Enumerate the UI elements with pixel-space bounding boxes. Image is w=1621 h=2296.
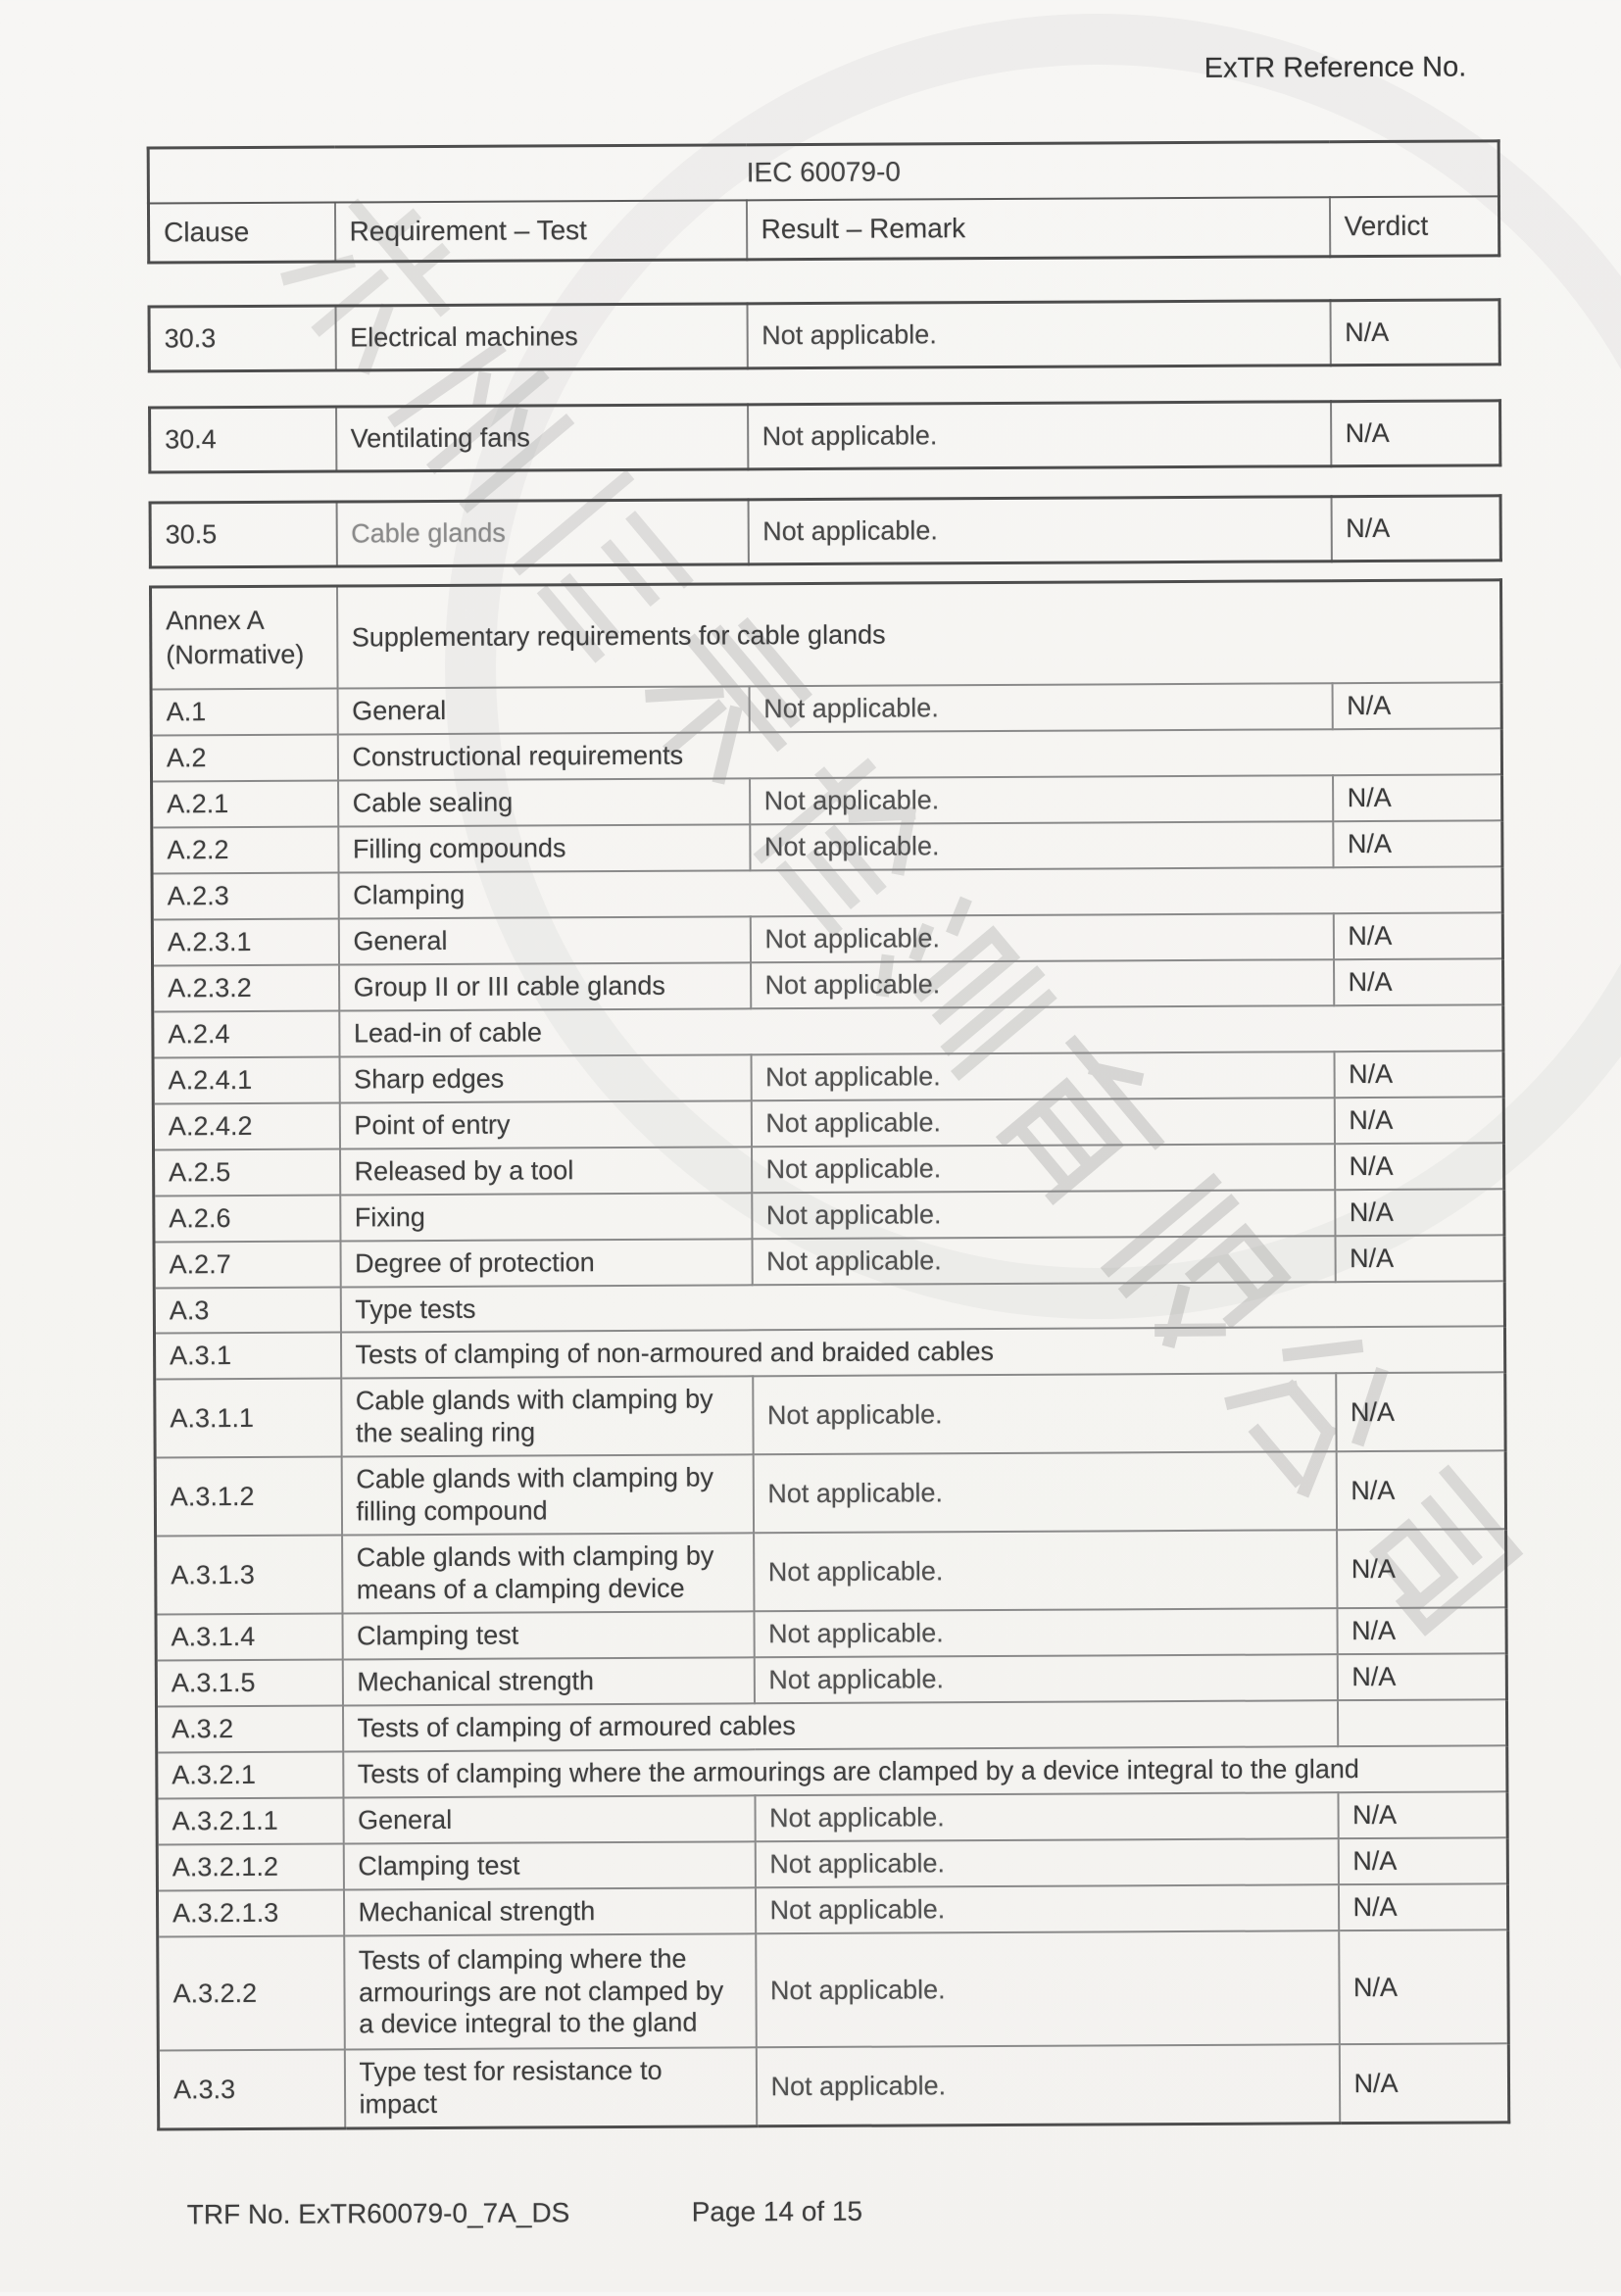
clause-cell: A.2.1 xyxy=(152,781,338,828)
requirement-cell: Tests of clamping of armoured cables xyxy=(342,1700,1337,1751)
verdict-cell: N/A xyxy=(1333,912,1502,959)
requirement-cell: Cable sealing xyxy=(338,779,750,827)
table-row xyxy=(153,1050,1503,1103)
table-row xyxy=(150,401,1500,472)
table-row xyxy=(153,1004,1503,1057)
clause-cell: A.2.6 xyxy=(154,1195,340,1242)
column-header-clause: Clause xyxy=(148,203,334,264)
result-cell: Not applicable. xyxy=(752,1236,1335,1285)
tables-column xyxy=(146,0,1508,2249)
verdict-cell: N/A xyxy=(1331,496,1500,562)
table-row xyxy=(157,1837,1507,1890)
table-row xyxy=(152,820,1502,873)
requirement-cell: Sharp edges xyxy=(339,1054,751,1102)
result-cell: Not applicable. xyxy=(752,1144,1335,1193)
clause-cell: 30.5 xyxy=(150,502,336,567)
result-cell: Not applicable. xyxy=(754,1530,1337,1611)
requirement-cell: Cable glands xyxy=(336,500,748,566)
table-row xyxy=(154,1189,1504,1242)
clause-cell: A.2.7 xyxy=(154,1241,340,1288)
table-row xyxy=(154,1143,1504,1196)
clause-cell: A.3.1.2 xyxy=(155,1457,341,1537)
clause-cell: A.3.1.4 xyxy=(156,1614,342,1661)
requirement-cell: General xyxy=(338,916,750,964)
verdict-cell: N/A xyxy=(1338,1883,1507,1930)
page-number: Page 14 of 15 xyxy=(691,2195,863,2227)
requirement-cell: Clamping test xyxy=(343,1841,755,1889)
column-header-result: Result – Remark xyxy=(746,197,1329,260)
table-row xyxy=(156,1653,1506,1706)
clause-cell: A.3.2.2 xyxy=(158,1935,345,2051)
table-row xyxy=(154,1235,1504,1288)
clause-cell: A.2.4.2 xyxy=(153,1102,339,1149)
result-cell: Not applicable. xyxy=(751,1051,1334,1100)
result-cell: Not applicable. xyxy=(750,775,1333,824)
requirement-cell: Tests of clamping where the armourings are not clamped by a device integral to the gland xyxy=(344,1933,757,2050)
clause-cell: A.1 xyxy=(151,689,337,736)
verdict-cell: N/A xyxy=(1334,1050,1503,1098)
table-row xyxy=(157,1745,1507,1798)
table-row xyxy=(150,496,1500,567)
table-header-row xyxy=(148,196,1498,263)
clause-cell: A.3.1.3 xyxy=(156,1536,342,1615)
verdict-cell: N/A xyxy=(1339,2044,1508,2124)
table-row xyxy=(149,300,1499,371)
requirement-cell: Cable glands with clamping by the sealing ring xyxy=(341,1377,753,1457)
verdict-cell xyxy=(1337,1699,1506,1746)
requirement-cell: Point of entry xyxy=(339,1100,751,1148)
table-row xyxy=(151,729,1501,782)
requirement-cell: Clamping xyxy=(338,866,1502,918)
clause-cell: 30.4 xyxy=(150,407,336,472)
column-header-verdict: Verdict xyxy=(1329,196,1498,257)
result-cell: Not applicable. xyxy=(749,684,1332,733)
requirement-cell: Ventilating fans xyxy=(336,405,748,471)
verdict-cell: N/A xyxy=(1330,300,1499,366)
clause-cell: Annex A (Normative) xyxy=(151,586,338,690)
clause-cell: A.3.2.1.3 xyxy=(157,1889,343,1936)
requirement-cell: Type test for resistance to impact xyxy=(344,2048,756,2129)
requirement-cell: Cable glands with clamping by filling compound xyxy=(341,1455,753,1536)
table-row xyxy=(156,1699,1506,1752)
verdict-cell: N/A xyxy=(1337,1529,1506,1608)
requirement-cell: Supplementary requirements for cable glands xyxy=(337,580,1502,689)
clause-cell: A.3.2 xyxy=(156,1705,342,1752)
result-cell: Not applicable. xyxy=(754,1608,1337,1657)
result-cell: Not applicable. xyxy=(753,1374,1336,1455)
iec-standard-header-table xyxy=(147,139,1501,265)
annex-a-table xyxy=(149,578,1510,2130)
clause-cell: A.2.3.1 xyxy=(152,919,338,966)
verdict-cell: N/A xyxy=(1337,1653,1506,1700)
requirement-cell: Degree of protection xyxy=(340,1239,752,1287)
verdict-cell: N/A xyxy=(1332,683,1501,730)
result-cell: Not applicable. xyxy=(751,959,1334,1008)
requirement-cell: Fixing xyxy=(340,1193,752,1241)
requirement-cell: General xyxy=(337,687,749,735)
table-row xyxy=(152,866,1502,919)
requirement-cell: Tests of clamping of non-armoured and braided cables xyxy=(340,1327,1504,1379)
extr-reference-label: ExTR Reference No. xyxy=(1203,51,1467,84)
verdict-cell: N/A xyxy=(1338,1791,1507,1838)
verdict-cell: N/A xyxy=(1331,401,1500,466)
table-row xyxy=(148,141,1498,204)
result-cell: Not applicable. xyxy=(754,1654,1337,1703)
requirement-cell: Mechanical strength xyxy=(343,1887,755,1935)
verdict-cell: N/A xyxy=(1333,820,1502,867)
trf-number: TRF No. ExTR60079-0_7A_DS xyxy=(186,2197,570,2230)
clause-cell: 30.3 xyxy=(149,306,335,371)
result-cell: Not applicable. xyxy=(756,1930,1340,2048)
result-cell: Not applicable. xyxy=(748,402,1331,469)
requirement-cell: Constructional requirements xyxy=(337,729,1501,781)
clause-cell: A.2.3.2 xyxy=(153,964,339,1011)
clause-cell: A.3.2.1 xyxy=(157,1751,343,1798)
table-row xyxy=(158,2044,1508,2130)
result-cell: Not applicable. xyxy=(755,1792,1338,1841)
result-cell: Not applicable. xyxy=(752,1190,1335,1239)
table-row xyxy=(151,580,1502,690)
clause-cell: A.2.4 xyxy=(153,1010,339,1057)
verdict-cell: N/A xyxy=(1338,1837,1507,1884)
table-row xyxy=(152,912,1502,965)
table-row xyxy=(155,1373,1505,1458)
subclause-table-30-3 xyxy=(148,299,1501,373)
requirement-cell: Released by a tool xyxy=(340,1147,752,1195)
table-row xyxy=(155,1451,1505,1537)
standard-title: IEC 60079-0 xyxy=(148,141,1498,204)
verdict-cell: N/A xyxy=(1334,1097,1503,1144)
result-cell: Not applicable. xyxy=(755,1884,1338,1933)
result-cell: Not applicable. xyxy=(755,1838,1338,1887)
table-row xyxy=(153,1097,1503,1149)
clause-cell: A.3.1.1 xyxy=(155,1379,341,1458)
clause-cell: A.3 xyxy=(154,1287,340,1334)
clause-cell: A.2.3 xyxy=(152,873,338,920)
clause-cell: A.2.2 xyxy=(152,827,338,874)
subclause-table-30-4 xyxy=(148,400,1501,474)
requirement-cell: Electrical machines xyxy=(335,304,747,370)
verdict-cell: N/A xyxy=(1334,1143,1503,1190)
clause-cell: A.3.3 xyxy=(158,2050,344,2129)
verdict-cell: N/A xyxy=(1336,1373,1505,1452)
requirement-cell: Filling compounds xyxy=(338,824,750,872)
requirement-cell: Type tests xyxy=(340,1281,1504,1333)
clause-cell: A.2.4.1 xyxy=(153,1056,339,1103)
table-row xyxy=(156,1607,1506,1660)
clause-cell: A.3.1.5 xyxy=(156,1659,342,1706)
verdict-cell: N/A xyxy=(1335,1235,1504,1282)
table-row xyxy=(153,958,1503,1011)
result-cell: Not applicable. xyxy=(748,497,1331,564)
clause-cell: A.3.1 xyxy=(154,1333,340,1380)
verdict-cell: N/A xyxy=(1337,1607,1506,1654)
table-row xyxy=(154,1281,1504,1334)
table-row xyxy=(158,1930,1509,2051)
result-cell: Not applicable. xyxy=(750,821,1333,870)
result-cell: Not applicable. xyxy=(756,2045,1339,2126)
requirement-cell: Lead-in of cable xyxy=(339,1004,1503,1056)
clause-cell: A.3.2.1.2 xyxy=(157,1843,343,1890)
column-header-requirement: Requirement – Test xyxy=(334,200,746,262)
table-row xyxy=(152,774,1502,827)
table-row xyxy=(157,1883,1507,1936)
verdict-cell: N/A xyxy=(1339,1930,1509,2045)
requirement-cell: General xyxy=(343,1795,755,1843)
result-cell: Not applicable. xyxy=(753,1451,1336,1533)
clause-cell: A.2 xyxy=(151,735,337,782)
table-row xyxy=(154,1327,1504,1380)
result-cell: Not applicable. xyxy=(747,301,1330,368)
verdict-cell: N/A xyxy=(1333,774,1502,821)
requirement-cell: Clamping test xyxy=(342,1611,754,1659)
clause-cell: A.3.2.1.1 xyxy=(157,1797,343,1844)
result-cell: Not applicable. xyxy=(750,913,1333,962)
table-row xyxy=(156,1529,1506,1614)
page-footer xyxy=(158,2193,1508,2249)
requirement-cell: Mechanical strength xyxy=(342,1657,754,1705)
requirement-cell: Group II or III cable glands xyxy=(339,962,751,1010)
subclause-table-30-5 xyxy=(149,494,1502,568)
clause-cell: A.2.5 xyxy=(154,1148,340,1196)
result-cell: Not applicable. xyxy=(751,1098,1334,1147)
verdict-cell: N/A xyxy=(1336,1451,1505,1531)
verdict-cell: N/A xyxy=(1335,1189,1504,1236)
requirement-cell: Cable glands with clamping by means of a clamping device xyxy=(342,1533,754,1613)
requirement-cell: Tests of clamping where the armourings are clamped by a device integral to the gland xyxy=(343,1745,1507,1797)
table-row xyxy=(157,1791,1507,1844)
verdict-cell: N/A xyxy=(1334,958,1503,1005)
table-row xyxy=(151,683,1501,736)
